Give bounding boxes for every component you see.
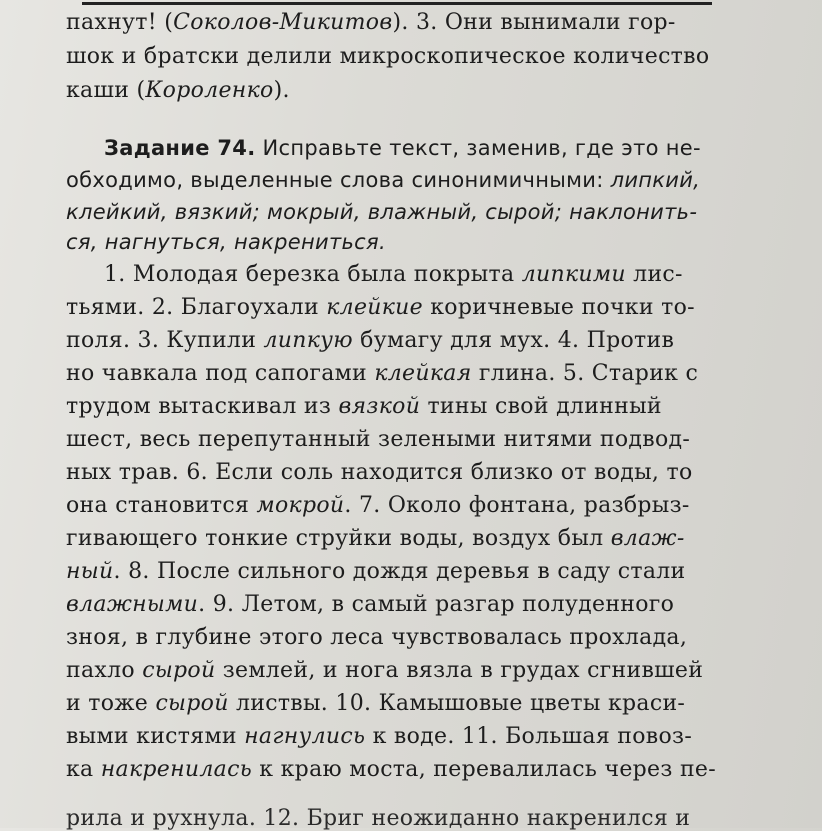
highlighted-word: накренилась — [100, 757, 252, 782]
text-fragment: . 9. Летом, в самый разгар полуденного — [198, 592, 675, 617]
text-fragment: . 8. После сильного дождя деревья в саду стали — [113, 559, 686, 584]
text-fragment: тьями. 2. Благоухали — [66, 295, 327, 320]
text-line — [66, 328, 764, 353]
author-name: Соколов-Микитов — [173, 10, 393, 35]
text-fragment: обходимо, выделенные слова синонимичными: — [66, 168, 611, 192]
text-fragment: трудом вытаскивал из — [66, 394, 339, 419]
highlighted-word: клейкая — [374, 361, 472, 386]
text-line — [66, 592, 764, 617]
page-top-rule — [82, 2, 712, 5]
text-line: ных трав. 6. Если соль находится близко от воды, то — [66, 460, 693, 485]
synonym-list: клейкий, вязкий; мокрый, влажный, сырой; наклонить- — [66, 200, 698, 224]
text-line — [66, 559, 764, 584]
text-fragment: она становится — [66, 493, 257, 518]
text-line — [66, 526, 764, 551]
task-intro-line — [66, 168, 764, 192]
text-fragment: пахло — [66, 658, 143, 683]
text-fragment: поля. 3. Купили — [66, 328, 264, 353]
text-line — [66, 295, 764, 320]
highlighted-word: влаж- — [610, 526, 685, 551]
synonym-word: липкий, — [610, 168, 701, 192]
synonym-list: ся, нагнуться, накрениться. — [66, 230, 386, 254]
highlighted-word: клейкие — [326, 295, 423, 320]
text-fragment: пахнут! ( — [66, 10, 174, 35]
text-fragment: листвы. 10. Камышовые цветы краси- — [228, 691, 686, 716]
text-line-cut-off: рила и рухнула. 12. Бриг неожиданно накренился и — [66, 806, 691, 831]
text-line: зноя, в глубине этого леса чувствовалась прохлада, — [66, 625, 688, 650]
text-fragment: ка — [66, 757, 101, 782]
text-line: шест, весь перепутанный зелеными нитями подвод- — [66, 427, 691, 452]
text-line — [66, 691, 764, 716]
author-name: Короленко — [145, 78, 274, 103]
highlighted-word: сырой — [142, 658, 216, 683]
highlighted-word: влажными — [66, 592, 199, 617]
text-fragment: 1. Молодая березка была покрыта — [104, 262, 522, 287]
text-fragment: к воде. 11. Большая повоз- — [365, 724, 693, 749]
text-fragment: ). 3. Они вынимали гор- — [392, 10, 676, 35]
text-line — [66, 658, 764, 683]
text-line — [66, 724, 764, 749]
text-fragment: лис- — [625, 262, 683, 287]
text-line — [66, 361, 764, 386]
task-intro: Исправьте текст, заменив, где это не- — [255, 136, 701, 160]
text-fragment: ). — [273, 78, 290, 103]
highlighted-word: сырой — [155, 691, 229, 716]
text-fragment: гивающего тонкие струйки воды, воздух был — [66, 526, 611, 551]
text-line — [104, 262, 764, 287]
text-fragment: каши ( — [66, 78, 146, 103]
highlighted-word: нагнулись — [244, 724, 366, 749]
text-line: шок и братски делили микроскопическое количество — [66, 44, 710, 69]
text-fragment: коричневые почки то- — [422, 295, 695, 320]
highlighted-word: вязкой — [338, 394, 421, 419]
text-line — [66, 493, 764, 518]
text-line — [66, 10, 764, 35]
highlighted-word: липкими — [521, 262, 626, 287]
text-fragment: бумагу для мух. 4. Против — [352, 328, 675, 353]
text-line — [66, 78, 764, 103]
text-line — [66, 394, 764, 419]
text-line — [66, 757, 764, 782]
text-fragment: . 7. Около фонтана, разбрыз- — [344, 493, 690, 518]
text-fragment: но чавкала под сапогами — [66, 361, 375, 386]
highlighted-word: мокрой — [256, 493, 345, 518]
text-fragment: глина. 5. Старик с — [471, 361, 699, 386]
task-intro-line — [66, 200, 764, 224]
highlighted-word: липкую — [263, 328, 353, 353]
text-fragment: и тоже — [66, 691, 156, 716]
task-intro-line — [66, 230, 764, 254]
text-fragment: к краю моста, перевалилась через пе- — [252, 757, 716, 782]
text-fragment: тины свой длинный — [420, 394, 662, 419]
text-fragment: выми кистями — [66, 724, 245, 749]
highlighted-word: ный — [66, 559, 114, 584]
task-title: Задание 74. — [104, 136, 256, 160]
text-fragment: землей, и нога вязла в грудах сгнившей — [215, 658, 704, 683]
task-heading-line — [104, 136, 764, 160]
